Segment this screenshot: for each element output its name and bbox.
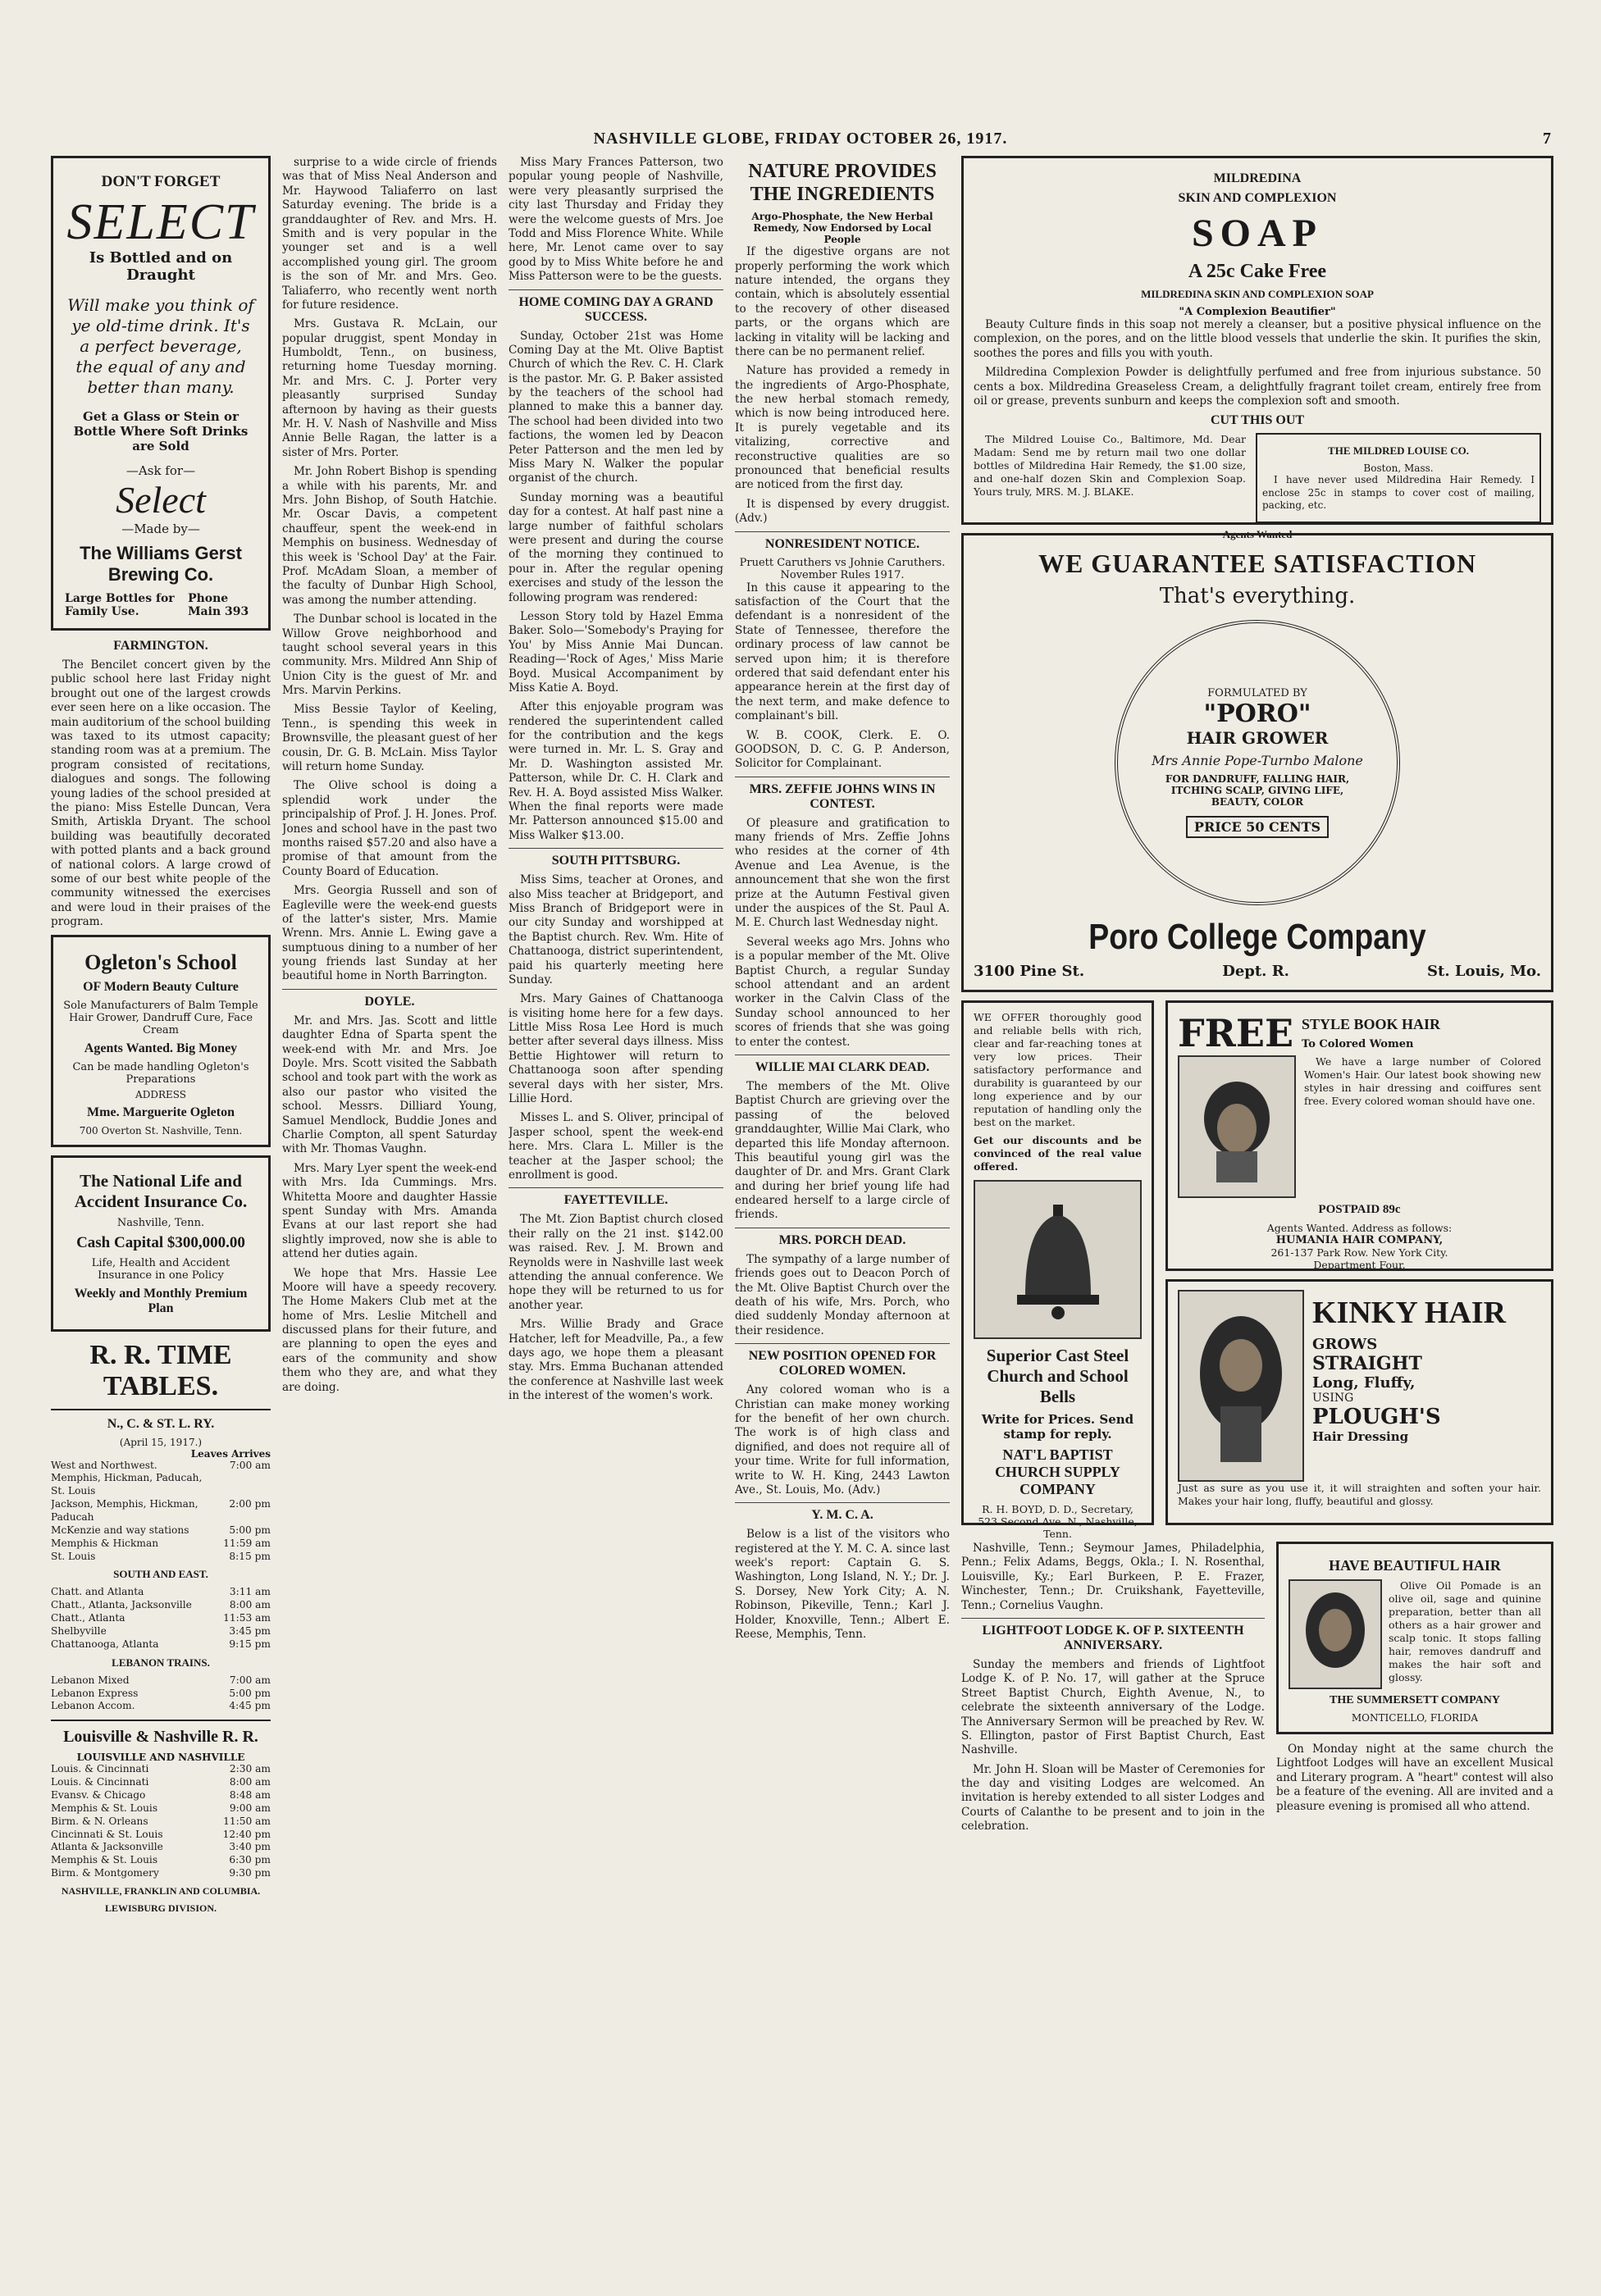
fayetteville-heading: FAYETTEVILLE.	[563, 1193, 668, 1208]
col3-p8: Misses L. and S. Oliver, principal of Jasper school, spent the week-end here. Mrs. Clara L. Miller is the teacher at the Jasper school; the enrollment is good.	[509, 1111, 723, 1182]
lodge-heading: LIGHTFOOT LODGE K. OF P. SIXTEENTH ANNIVERSARY.	[982, 1623, 1244, 1652]
ogleton-sub: OF Modern Beauty Culture	[83, 979, 239, 994]
page-number: 7	[1543, 130, 1552, 148]
timetable-time: 11:59 am	[223, 1537, 271, 1549]
select-maker: The Williams Gerst Brewing Co.	[80, 543, 242, 585]
timetable-row	[51, 1776, 271, 1789]
timetable-row	[51, 1612, 271, 1625]
col2-p1: surprise to a wide circle of friends was that of Miss Neal Anderson and Mr. Haywood Taliaferro on last Saturday evening. The bride is a granddaughter of Rev. and Mrs. H. Smith and is very popular in the younger set and is a well accomplished young girl. The groom is the son of Mr. and Mrs. Geo. Taliaferro, who recently went north for future residence.	[282, 156, 497, 312]
col3-p3: Sunday morning was a beautiful day for a contest. At half past nine a large number of faithful scholars were present and during the course of the morning they continued to pour in. After the regular opening exercises and study of the lesson the following program was rendered:	[509, 490, 723, 604]
timetable-row	[51, 1829, 271, 1842]
ln-sub: LOUISVILLE AND NASHVILLE	[76, 1752, 245, 1764]
column-ads	[961, 156, 1553, 2247]
timetable-route: Jackson, Memphis, Hickman, Paducah	[51, 1498, 198, 1523]
free-book-agents: Agents Wanted. Address as follows:	[1266, 1222, 1453, 1234]
soap-coupon-left: The Mildred Louise Co., Baltimore, Md. Dear Madam: Send me by return mail two one dollar bottles of Mildredina Hair Remedy, the $1.00 size, and one-half dozen Skin and Complexion Soap. Yours truly, MRS. M. J. BLAKE.	[974, 433, 1246, 499]
timetable-route: McKenzie and way stations	[51, 1524, 189, 1536]
soap-sub: SKIN AND COMPLEXION	[1178, 191, 1337, 205]
poro-street: 3100 Pine St.	[974, 963, 1085, 980]
col4-p4: In this cause it appearing to the satisfaction of the Court that the defendant is a nonresident of the State of Tennessee, therefore the ordinary process of law cannot be served upon him; it is therefore ordered that said defendant enter his appearance herein at the first day of the next term, and make defence to complainant's bill.	[735, 581, 950, 723]
timetable-time: 5:00 pm	[229, 1687, 271, 1699]
south-rows	[51, 1586, 271, 1651]
kinky-long: Long, Fluffy,	[1312, 1374, 1416, 1392]
seal-price: PRICE 50 CENTS	[1186, 816, 1329, 838]
bell-illustration	[974, 1180, 1142, 1339]
timetable-route: Memphis & St. Louis	[51, 1854, 158, 1866]
ogleton-agents: Agents Wanted. Big Money	[84, 1041, 238, 1055]
timetables-title: R. R. TIME TABLES.	[89, 1339, 232, 1401]
column-4	[735, 156, 950, 2247]
insurance-ad	[51, 1155, 271, 1332]
poro-seal	[1115, 620, 1400, 905]
timetable-time: 7:00 am	[229, 1459, 271, 1471]
timetable-row	[51, 1538, 271, 1551]
col3-p7: Mrs. Mary Gaines of Chattanooga is visiting home here for a few days. Little Miss Rosa Lee Hord is much better after several days illness. Miss Bettie Hightower will return to Chattanooga soon after spending several days with her sister, Mrs. Lillie Hord.	[509, 992, 723, 1106]
timetable-row	[51, 1498, 271, 1524]
hair-woman-illustration	[1289, 1579, 1382, 1689]
nature-heading: NATURE PROVIDES THE INGREDIENTS	[748, 161, 937, 205]
lebanon-title: LEBANON TRAINS.	[112, 1656, 210, 1669]
kinky-p: Just as sure as you use it, it will straighten and soften your hair. Makes your hair long, fluffy, beautiful and glossy.	[1178, 1482, 1541, 1507]
timetable-route: Louis. & Cincinnati	[51, 1776, 149, 1788]
col3-p4: Lesson Story told by Hazel Emma Baker. Solo—'Somebody's Praying for You' by Miss Annie Mai Duncan. Reading—'Rock of Ages,' Miss Marie Boyd. Musical Accompaniment by Miss Katie A. Boyd.	[509, 609, 723, 695]
lodge-tail: Nashville, Tenn.; Seymour James, Philadelphia, Penn.; Felix Adams, Beggs, Okla.; I. N. Rosenthal, Louisville, Ky.; Earl Burkeen, P. E. Frazer, Winchester, Tenn.; Dr. Cruikshank, Fayetteville, Tenn.; Cornelius Vaughn.	[961, 1542, 1265, 1612]
hair-woman-icon	[1298, 1589, 1372, 1679]
free-book-company: HUMANIA HAIR COMPANY,	[1275, 1234, 1444, 1246]
col2-p9: Mrs. Mary Lyer spent the week-end with Mrs. Ida Cummings. Mrs. Whitetta Moore and daughter Hassie spent Sunday with Mrs. Amanda Evans at our last report she had slightly improved, now she is able to attend her duties again.	[282, 1161, 497, 1261]
kinky-hair-ad	[1165, 1279, 1553, 1525]
col3-p9: The Mt. Zion Baptist church closed their rally on the 21 inst. $142.00 was raised. Rev. J. M. Brown and Reynolds were in Nashville last week attending the annual conference. We hope they will be returned to us for another year.	[509, 1213, 723, 1312]
col2-p8: Mr. and Mrs. Jas. Scott and little daughter Edna of Sparta spent the week-end with Mr. and Mrs. Joe Doyle. Mrs. Scott visited the Sabbath school and took part with the work as also our pastor who visited the school. Messrs. Dilliard Young, Samuel Mendlock, Buddie Jones and Charlie Compton, all spent Saturday with Mr. Thomas Vaughn.	[282, 1014, 497, 1156]
free-book-sub: To Colored Women	[1302, 1038, 1414, 1050]
bells-company: NAT'L BAPTIST CHURCH SUPPLY COMPANY	[995, 1446, 1120, 1497]
hair-portrait-icon	[1192, 1069, 1282, 1184]
porch-heading: MRS. PORCH DEAD.	[778, 1232, 906, 1247]
timetable-time: 2:30 am	[229, 1763, 271, 1775]
free-book-body	[1178, 1055, 1541, 1198]
soap-p1: Beauty Culture finds in this soap not merely a cleanser, but a positive physical influence on the complexion, on the pores, and on the little blood vessels that underlie the skin. It purifies the skin, soothes the pores and fills you with youth.	[974, 318, 1541, 360]
select-lead: DON'T FORGET	[101, 173, 221, 190]
select-brand-2: Select	[116, 479, 206, 522]
ads-row-3	[961, 1000, 1553, 1542]
hair-heading: HAVE BEAUTIFUL HAIR	[1329, 1557, 1501, 1574]
timetable-row	[51, 1625, 271, 1638]
columns	[51, 156, 1553, 2247]
timetable-time: 9:00 am	[229, 1802, 271, 1814]
insurance-city: Nashville, Tenn.	[116, 1216, 205, 1229]
col2-p2: Mrs. Gustava R. McLain, our popular druggist, spent Monday in Humboldt, Tenn., on business, returning home Tuesday morning. Mr. and Mrs. C. J. Porter very pleasantly surprised Sunday afternoon by having as their guests Mr. H. V. Nash of Nashville and Miss Annie Belle Ragan, the latter is a sister of Mrs. Porter.	[282, 317, 497, 459]
timetable-row	[51, 1763, 271, 1776]
nc-rows	[51, 1460, 271, 1564]
timetable-time: 5:00 pm	[229, 1524, 271, 1536]
ogleton-agents-2: Can be made handling Ogleton's Preparations	[72, 1060, 249, 1086]
nonresident-date: November Rules 1917.	[780, 568, 905, 581]
poro-city: St. Louis, Mo.	[1427, 963, 1541, 980]
col2-p7: Mrs. Georgia Russell and son of Eagleville were the week-end guests of the latter's sister, Mrs. Mamie Wrenn. Mrs. Annie L. Ewing gave a sumptuous dining to a number of her young friends last Sunday at her beautiful home in North Barrington.	[282, 884, 497, 983]
col3-p1: Miss Mary Frances Patterson, two popular young people of Nashville, were very pleasantly surprised the city last Thursday and Friday they were the welcome guests of Mrs. Joe Todd and Miss Florence White. While here, Mr. Lenot came over to say good by to Miss White before he and Miss Patterson were to be the guests.	[509, 156, 723, 284]
ogleton-ad	[51, 935, 271, 1147]
ln-title: Louisville & Nashville R. R.	[63, 1728, 258, 1747]
insurance-title: The National Life and Accident Insurance Co.	[74, 1170, 248, 1211]
select-ask-for: —Ask for—	[125, 463, 196, 479]
beautiful-hair-ad	[1276, 1542, 1553, 1734]
hair-switch-illustration	[1178, 1055, 1296, 1198]
bells-intro: WE OFFER thoroughly good and reliable bells with rich, clear and far-reaching tones at very low prices. Their satisfactory performance and durability is guaranteed by our long experience and by our reputation of handling only the best on the market.	[974, 1011, 1142, 1128]
bell-icon	[1001, 1190, 1115, 1329]
timetable-row	[51, 1460, 271, 1499]
select-copy: Will make you think of ye old-time drink. It's a perfect beverage, the equal of any and better than many.	[67, 295, 254, 398]
free-book-postpaid: POSTPAID 89c	[1318, 1203, 1401, 1216]
select-bottles: Large Bottles for Family Use.	[65, 592, 175, 619]
soap-brand: MILDREDINA	[1213, 171, 1302, 185]
soap-motto: "A Complexion Beautifier"	[1179, 306, 1336, 318]
lebanon-rows	[51, 1674, 271, 1714]
hair-city: MONTICELLO, FLORIDA	[1351, 1712, 1479, 1724]
ogleton-address: 700 Overton St. Nashville, Tenn.	[79, 1124, 243, 1137]
poro-dept: Dept. R.	[1222, 963, 1289, 980]
soap-coupon-right: I have never used Mildredina Hair Remedy. I enclose 25c in stamps to cover cost of mailing, packing, etc.	[1262, 474, 1535, 512]
col2-p3: Mr. John Robert Bishop is spending a while with his parents, Mr. and Mrs. John Bishop, of South Hatchie. Mr. Oscar Davis, a competent chauffeur, spent the week-end in Memphis on business. Wednesday of this week is 'School Day' at the Fair. Prof. McAdam Sloan, a member of the faculty of Dunbar High School, was among the number attending.	[282, 465, 497, 607]
soap-coupon-title: THE MILDRED LOUISE CO.	[1328, 444, 1469, 458]
col4-p9: The sympathy of a large number of friends goes out to Deacon Porch of the Mt. Olive Baptist Church over the death of his wife, Mrs. Porch, who died suddenly Monday afternoon at their residence.	[735, 1252, 950, 1337]
timetable-row	[51, 1802, 271, 1815]
timetable-route: Lebanon Mixed	[51, 1674, 130, 1686]
zeffie-heading: MRS. ZEFFIE JOHNS WINS IN CONTEST.	[749, 781, 936, 811]
soap-agents: Agents Wanted	[1222, 528, 1293, 541]
kinky-grows: GROWS	[1312, 1336, 1378, 1353]
south-title: SOUTH AND EAST.	[113, 1568, 208, 1581]
hair-company: THE SUMMERSETT COMPANY	[1330, 1694, 1500, 1706]
timetable-route: Evansv. & Chicago	[51, 1788, 146, 1801]
col3-p6: Miss Sims, teacher at Orones, and also Miss teacher at Bridgeport, and Miss Branch of Bridgeport were in our city Sunday and worshipped at the Baptist church. Rev. Wm. Hite of Chattanooga, district superintendent, paid his quarterly meeting here Sunday.	[509, 873, 723, 986]
timetable-route: Chatt., Atlanta, Jacksonville	[51, 1599, 192, 1611]
timetable-route: Lebanon Accom.	[51, 1700, 135, 1712]
ymca-heading: Y. M. C. A.	[811, 1508, 873, 1523]
poro-guarantee: WE GUARANTEE SATISFACTION	[1038, 549, 1477, 578]
timetable-time: 9:30 pm	[229, 1867, 271, 1879]
timetable-time: 11:53 am	[223, 1612, 271, 1624]
timetable-route: St. Louis	[51, 1550, 96, 1562]
timetable-route: Chatt., Atlanta	[51, 1612, 125, 1624]
col4-p3: It is dispensed by every druggist. (Adv.)	[735, 497, 950, 526]
lodge-news	[961, 1542, 1265, 1839]
col4-p1: If the digestive organs are not properly performing the work which nature intended, the organs they contain, which is absolutely essential to the recovery of other diseased parts, or the organs which are lacking in vitality will be lacking and there can be no permanent relief.	[735, 245, 950, 358]
seal-line-1: FORMULATED BY	[1207, 687, 1307, 699]
select-cta: Get a Glass or Stein or Bottle Where Soft Drinks are Sold	[73, 409, 249, 454]
timetable-route: Memphis & Hickman	[51, 1537, 159, 1549]
hair-and-monday	[1276, 1542, 1553, 1819]
woman-portrait-illustration	[1178, 1290, 1304, 1482]
timetable-route: Louis. & Cincinnati	[51, 1763, 149, 1775]
timetable-route: Cincinnati & St. Louis	[51, 1828, 163, 1840]
kinky-using: USING	[1312, 1392, 1354, 1405]
col2-p10: We hope that Mrs. Hassie Lee Moore will have a speedy recovery. The Home Makers Club met at the home of Mrs. Leslie Mitchell and discussed plans for their future, and are planning to open the eyes and ears of the community and show them who they are, and what they are doing.	[282, 1266, 497, 1394]
timetable-time: 7:00 am	[229, 1674, 271, 1686]
timetable-time: 8:48 am	[229, 1788, 271, 1801]
col3-p5: After this enjoyable program was rendered the superintendent called for the contribution and the kegs were turned in. Mr. L. S. Gray and Mr. D. Washington assisted Mr. Patterson, while Dr. C. H. Clark and Rev. H. A. Boyd assisted Miss Walker. When the final reports were made Mr. Patterson announced $15.00 and Miss Walker $13.00.	[509, 700, 723, 842]
timetable-route: Shelbyville	[51, 1624, 107, 1637]
column-2	[282, 156, 497, 2247]
nc-title: N., C. & ST. L. RY.	[107, 1416, 215, 1431]
timetable-time: 8:15 pm	[229, 1550, 271, 1562]
kinky-text	[1312, 1290, 1541, 1482]
timetable-route: Chatt. and Atlanta	[51, 1586, 144, 1598]
nonresident-parties: Pruett Caruthers vs Johnie Caruthers.	[739, 556, 946, 569]
timetable-time: 2:00 pm	[229, 1498, 271, 1510]
timetable-row	[51, 1841, 271, 1854]
select-tagline: Is Bottled and on Draught	[89, 249, 233, 285]
col2-p6: The Olive school is doing a splendid work under the principalship of Prof. J. H. Jones. Prof. Jones and school have in the past two months raised $57.20 and also have a promise of that amount from the County Board of Education.	[282, 779, 497, 878]
timetable-route: Memphis & St. Louis	[51, 1802, 158, 1814]
insurance-lines: Life, Health and Accident Insurance in one Policy	[91, 1256, 230, 1282]
poro-company: Poro College Company	[1088, 917, 1426, 957]
timetable-row	[51, 1586, 271, 1599]
col3-p10: Mrs. Willie Brady and Grace Hatcher, left for Meadville, Pa., a few days ago, we hope them a pleasant stay. Mrs. Emma Buchanan attended the conference at Nashville last week in the interest of the women's work.	[509, 1318, 723, 1403]
mildredina-soap-ad	[961, 156, 1553, 541]
timetable-time: 3:11 am	[229, 1586, 271, 1598]
timetable-row	[51, 1638, 271, 1651]
timetable-row	[51, 1688, 271, 1701]
ogleton-title: Ogleton's School	[84, 950, 237, 974]
soap-title: SOAP	[1191, 212, 1323, 255]
masthead	[49, 123, 1552, 156]
seal-name: Mrs Annie Pope-Turnbo Malone	[1152, 753, 1363, 768]
lew-title: LEWISBURG DIVISION.	[104, 1902, 217, 1914]
ogleton-name: Mme. Marguerite Ogleton	[87, 1105, 235, 1119]
south-pittsburg-heading: SOUTH PITTSBURG.	[551, 854, 681, 868]
col3-p2: Sunday, October 21st was Home Coming Day at the Mt. Olive Baptist Church of which the Rev. C. H. Clark is the pastor. Mr. G. P. Baker assisted by the teachers of the school had planned to make this a banner day. The school had been divided into two factions, the women led by Deacon Peter Patterson and the men led by Miss Mary N. Walker the popular organist of the church.	[509, 329, 723, 485]
insurance-plan: Weekly and Monthly Premium Plan	[74, 1286, 248, 1315]
seal-line-3: FOR DANDRUFF, FALLING HAIR, ITCHING SCALP, GIVING LIFE, BEAUTY, COLOR	[1165, 773, 1350, 808]
col4-p10: Any colored woman who is a Christian can make money working for the benefit of her own church. The work is of high class and dignified, and does not require all of your time. Write for full information, write to W. H. King, 2443 Lawton Ave., St. Louis, Mo. (Adv.)	[735, 1383, 950, 1496]
soap-p2: Mildredina Complexion Powder is delightfully perfumed and free from injurious substance. 50 cents a box. Mildredina Greaseless Cream, a delightfully fragrant toilet cream, entirely free from oil or grease, prevents sunburn and keeps the complexion soft and smooth.	[974, 366, 1541, 408]
poro-everything: That's everything.	[1159, 584, 1356, 608]
nc-date: (April 15, 1917.)	[119, 1436, 203, 1448]
kinky-straight: STRAIGHT	[1312, 1353, 1422, 1374]
timetable-row	[51, 1599, 271, 1612]
col4-p11: Below is a list of the visitors who registered at the Y. M. C. A. since last week's report: Captain G. S. Washington, Long Island, N. Y.; Dr. J. S. Dorsey, New York City; A. N. Robinson, Pikeville, Tenn.; Karl J. Holder, Knoxville, Tenn.; Albert E. Reese, Memphis, Tenn.	[735, 1528, 950, 1642]
soap-sub-2: MILDREDINA SKIN AND COMPLEXION SOAP	[1141, 288, 1374, 300]
timetable-row	[51, 1524, 271, 1538]
timetable-route: Lebanon Express	[51, 1687, 139, 1699]
kinky-layout	[1178, 1290, 1541, 1482]
free-book-address: 261-137 Park Row. New York City.	[1270, 1246, 1448, 1259]
hair-body	[1289, 1579, 1541, 1689]
timetable-route: Atlanta & Jacksonville	[51, 1841, 163, 1853]
woman-portrait-icon	[1192, 1308, 1290, 1464]
free-book-dept: Department Four.	[1313, 1259, 1406, 1271]
poro-ad	[961, 533, 1553, 992]
column-1	[51, 156, 271, 2247]
seal-brand: "PORO"	[1203, 699, 1311, 728]
nc-cols: Leaves Arrives	[190, 1447, 271, 1460]
col4-p2: Nature has provided a remedy in the ingredients of Argo-Phosphate, the new herbal stomach remedy, which is now being introduced here. It is purely vegetable and its vitalizing, corrective and reconstructive qualities are so pronounced that beneficial results are noticed from the first day.	[735, 364, 950, 492]
select-made-by: —Made by—	[121, 522, 200, 537]
timetable-row	[51, 1854, 271, 1867]
timetable-row	[51, 1551, 271, 1564]
timetable-route: Birm. & N. Orleans	[51, 1815, 148, 1827]
seal-line-2: HAIR GROWER	[1186, 728, 1329, 748]
new-position-heading: NEW POSITION OPENED FOR COLORED WOMEN.	[748, 1349, 937, 1378]
timetable-route: Birm. & Montgomery	[51, 1867, 159, 1879]
free-book-header	[1178, 1011, 1541, 1055]
farmington-text: The Bencilet concert given by the public school here last Friday night brought out one of the largest crowds ever seen here on a like occasion. The main auditorium of the school building was taxed to its utmost capacity; standing room was at a premium. The program consisted of recitations, dialogues and songs. The following young ladies of the school presided at the piano: Miss Estelle Duncan, Vera Smith, Artiskla Dryant. The school building was beautifully decorated with potted plants and a back ground of national colors. A large crowd of some of our best white people of the community witnessed the exercises and were loud in their praises of the program.	[51, 658, 271, 929]
timetable-row	[51, 1789, 271, 1802]
soap-coupon-city: Boston, Mass.	[1363, 462, 1434, 475]
timetable-time: 9:15 pm	[229, 1638, 271, 1650]
select-phone: Phone Main 393	[188, 592, 249, 619]
farmington-heading: FARMINGTON.	[113, 639, 208, 654]
soap-cut: CUT THIS OUT	[1210, 413, 1305, 428]
ogleton-address-label: ADDRESS	[135, 1088, 186, 1100]
masthead-title: NASHVILLE GLOBE, FRIDAY OCTOBER 26, 1917.	[593, 130, 1008, 148]
timetable-row	[51, 1815, 271, 1829]
bells-cta: Get our discounts and be convinced of the real value offered.	[974, 1134, 1142, 1173]
nature-sub: Argo-Phosphate, the New Herbal Remedy, Now Endorsed by Local People	[751, 211, 933, 246]
free-book-title: STYLE BOOK HAIR	[1302, 1016, 1441, 1032]
lodge-p1: Sunday the members and friends of Lightfoot Lodge K. of P. No. 17, will gather at the Spruce Street Baptist Church, Eighth Avenue, N., to celebrate the sixteenth anniversary of the Lodge. The Anniversary Sermon will be preached by Rev. W. S. Ellington, pastor of First Baptist Church, East Nashville.	[961, 1657, 1265, 1757]
bells-title: Superior Cast Steel Church and School Bells	[986, 1346, 1129, 1406]
timetable-time: 8:00 am	[229, 1599, 271, 1611]
select-brand: SELECT	[66, 194, 255, 250]
hair-p: Olive Oil Pomade is an olive oil, sage and quinine preparation, better than all others as a hair grower and scalp tonic. It stops falling hair, removes dandruff and makes the hair soft and glossy.	[1389, 1579, 1541, 1683]
bells-boyd: R. H. BOYD, D. D., Secretary,	[982, 1503, 1133, 1515]
ogleton-lines: Sole Manufacturers of Balm Temple Hair Grower, Dandruff Cure, Face Cream	[63, 999, 258, 1036]
timetable-time: 6:30 pm	[229, 1854, 271, 1866]
soap-coupon-box	[1256, 433, 1541, 523]
kinky-product: Hair Dressing	[1312, 1429, 1409, 1444]
timetable-route: Chattanooga, Atlanta	[51, 1638, 159, 1650]
monday-p: On Monday night at the same church the Lightfoot Lodges will have an excellent Musical and Literary program. A "heart" contest will also be a feature of the evening. All are invited and a pleasure evening is promised all who attend.	[1276, 1742, 1553, 1813]
homecoming-heading: HOME COMING DAY A GRAND SUCCESS.	[518, 294, 714, 324]
timetable-time: 3:40 pm	[229, 1841, 271, 1853]
timetable-route: West and Northwest. Memphis, Hickman, Paducah, St. Louis	[51, 1459, 203, 1497]
bells-write: Write for Prices. Send stamp for reply.	[981, 1412, 1134, 1442]
col4-p6: Of pleasure and gratification to many friends of Mrs. Zeffie Johns who resides at the corner of 4th Avenue and Lea Avenue, is the announcement that she won the first prize at the Autumn Festival given under the auspices of the St. Paul A. M. E. Church last Wednesday night.	[735, 816, 950, 930]
doyle-heading: DOYLE.	[364, 994, 415, 1009]
timetable-time: 12:40 pm	[222, 1828, 271, 1840]
free-book-ad	[1165, 1000, 1553, 1271]
timetable-row	[51, 1700, 271, 1713]
col4-p7: Several weeks ago Mrs. Johns who is a popular member of the Mt. Olive Baptist Church, a regular Sunday school attendant and an ardent worker in the Calvin Class of the Sunday school announced to her scores of friends that she was going to enter the contest.	[735, 935, 950, 1049]
timetable-time: 8:00 am	[229, 1776, 271, 1788]
ads-row-4	[961, 1542, 1553, 2247]
free-label: FREE	[1178, 1011, 1294, 1055]
poro-address	[974, 963, 1541, 980]
nfc-title: NASHVILLE, FRANKLIN AND COLUMBIA.	[61, 1885, 261, 1897]
soap-coupon	[974, 433, 1541, 523]
lodge-p2: Mr. John H. Sloan will be Master of Ceremonies for the day and visiting Lodges are welcomed. An invitation is hereby extended to all sister Lodges and Courts of Calanthe to be present and to join in the celebration.	[961, 1762, 1265, 1834]
willie-heading: WILLIE MAI CLARK DEAD.	[755, 1059, 930, 1074]
col2-p5: Miss Bessie Taylor of Keeling, Tenn., is spending this week in Brownsville, the pleasant guest of her cousin, Dr. G. B. McLain. Miss Taylor will return home Sunday.	[282, 703, 497, 774]
timetable-row	[51, 1674, 271, 1688]
col4-p8: The members of the Mt. Olive Baptist Church are grieving over the passing of the beloved granddaughter, Willie Mai Clark, who departed this life Monday afternoon. This beautiful young girl was the daughter of Dr. and Mrs. Grant Clark and during her brief young life had endeared herself to a large circle of friends.	[735, 1079, 950, 1222]
timetable-time: 3:45 pm	[229, 1624, 271, 1637]
kinky-title: KINKY HAIR	[1312, 1296, 1507, 1330]
timetable-time: 11:50 am	[223, 1815, 271, 1827]
col2-p4: The Dunbar school is located in the Willow Grove neighborhood and taught school several years in this community. Mrs. Mildred Ann Ship of Union City is the guest of Mr. and Mrs. Marvin Perkins.	[282, 613, 497, 698]
col4-p5: W. B. COOK, Clerk. E. O. GOODSON, D. C. G. P. Anderson, Solicitor for Complainant.	[735, 728, 950, 771]
select-beer-ad	[51, 156, 271, 631]
free-book-titles	[1302, 1011, 1440, 1055]
bells-address: 523 Second Ave. N., Nashville, Tenn.	[978, 1515, 1138, 1540]
timetable-time: 4:45 pm	[229, 1700, 271, 1712]
timetable-row	[51, 1867, 271, 1880]
bells-ad	[961, 1000, 1154, 1540]
select-footer	[65, 592, 257, 618]
ln-rows	[51, 1763, 271, 1880]
soap-offer: A 25c Cake Free	[1188, 261, 1327, 282]
column-3	[509, 156, 723, 2247]
free-book-text: We have a large number of Colored Women's Hair. Our latest book showing new styles in hair dressing and coiffures sent free. Every colored woman should have one.	[1304, 1055, 1541, 1107]
kinky-brand: PLOUGH'S	[1312, 1405, 1441, 1429]
nonresident-heading: NONRESIDENT NOTICE.	[764, 536, 920, 551]
insurance-capital: Cash Capital $300,000.00	[76, 1233, 245, 1251]
